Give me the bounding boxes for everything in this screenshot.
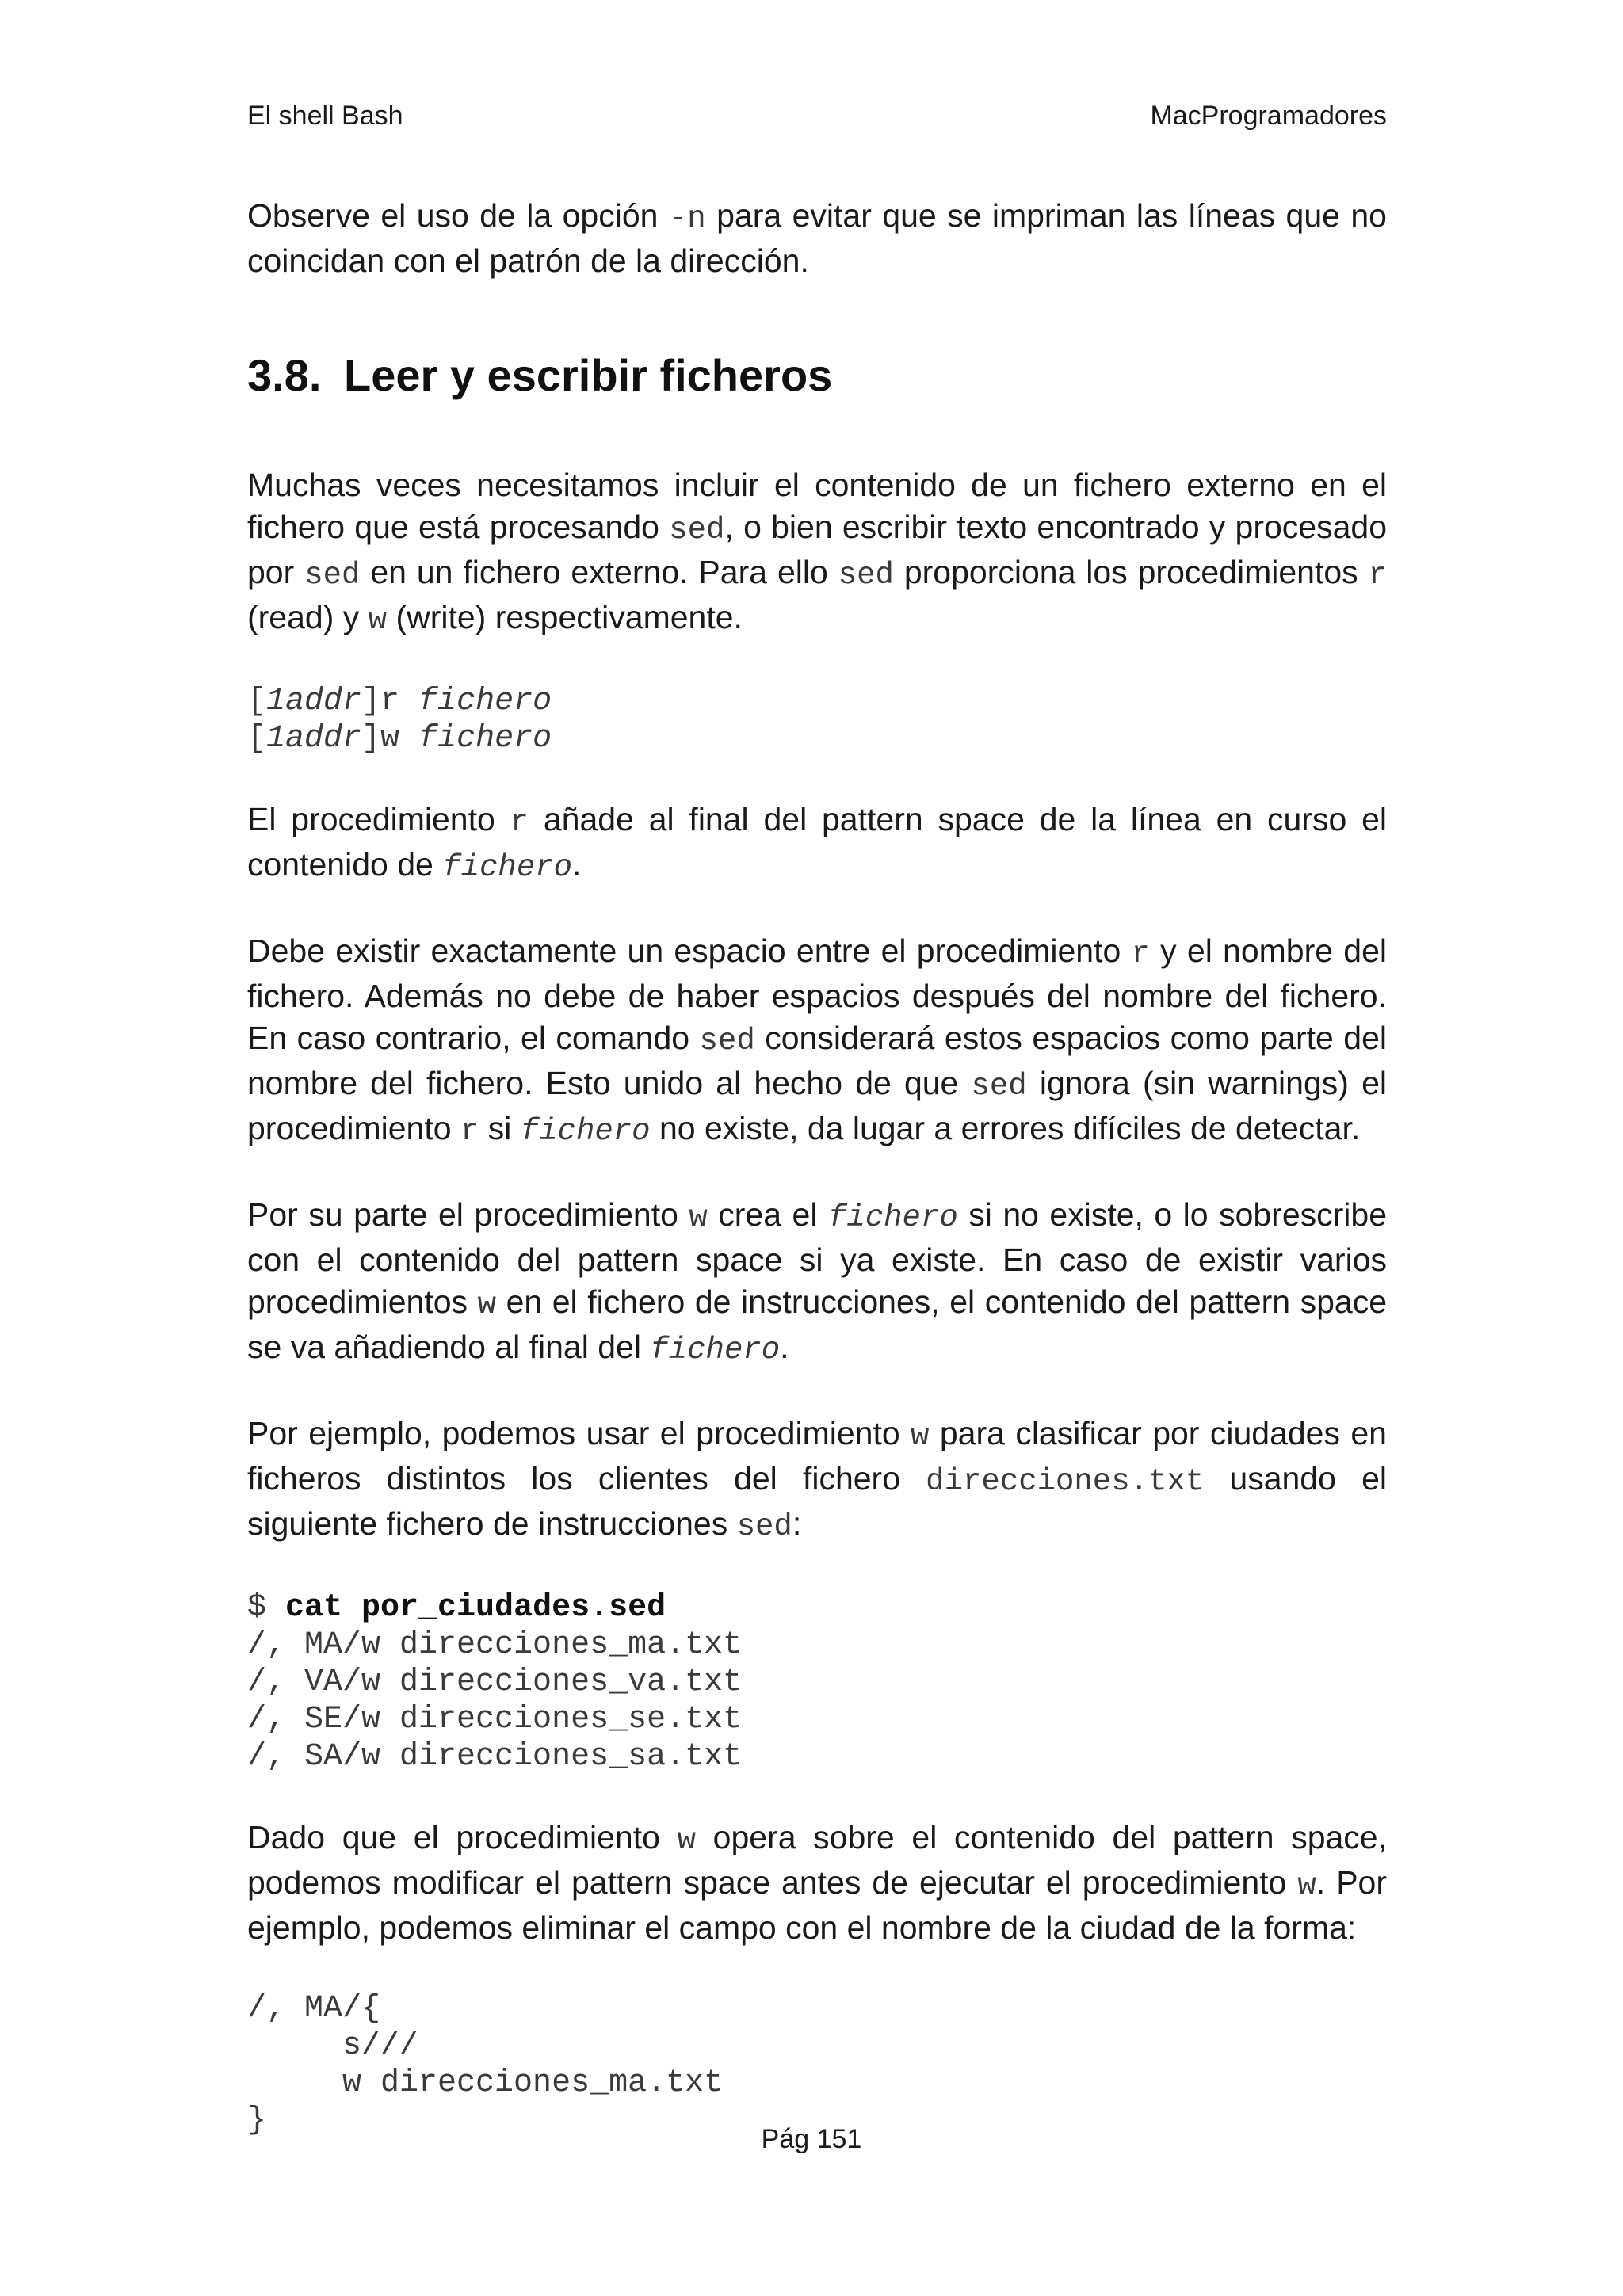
text: Por su parte el procedimiento	[247, 1196, 689, 1233]
inline-code: w	[477, 1287, 497, 1322]
page-header	[247, 100, 1387, 132]
code-line-command	[247, 1589, 1387, 1627]
inline-code: fichero	[827, 1200, 958, 1235]
section-title: Leer y escribir ficheros	[344, 350, 833, 400]
shell-prompt: $	[247, 1590, 286, 1626]
paragraph-r-procedure	[247, 799, 1387, 889]
text: para evitar que se impriman las líneas que no coincidan con el patrón de la dirección.	[247, 197, 1387, 279]
code-text: fichero	[418, 721, 552, 757]
text: usando el siguiente fichero de instrucciones	[247, 1460, 1387, 1542]
code-line: s///	[247, 2028, 419, 2064]
text: (write) respectivamente.	[387, 599, 743, 635]
text: proporciona los procedimientos	[893, 554, 1369, 590]
code-block-ma	[247, 1990, 1387, 2139]
text: añade al final del pattern space de la línea en curso el contenido de	[247, 801, 1387, 883]
text: para clasificar por ciudades en ficheros distintos los clientes del fichero	[247, 1415, 1387, 1497]
paragraph-option-n	[247, 195, 1387, 282]
text: si	[479, 1110, 521, 1146]
inline-code: w	[1297, 1868, 1316, 1903]
text: si no existe, o lo sobrescribe con el contenido del pattern space si ya existe. En caso de existir varios procedimientos	[247, 1196, 1387, 1320]
page-content	[247, 195, 1387, 2180]
inline-code: r	[1131, 936, 1150, 971]
inline-code: sed	[304, 558, 361, 593]
inline-code: fichero	[520, 1114, 651, 1149]
inline-code: w	[689, 1200, 708, 1235]
code-text: fichero	[418, 684, 552, 719]
paragraph-example-intro	[247, 1413, 1387, 1548]
inline-code: sed	[838, 558, 894, 593]
inline-code: w	[911, 1419, 930, 1454]
paragraph-space-warning	[247, 930, 1387, 1153]
inline-code: fichero	[650, 1333, 781, 1367]
text: Observe el uso de la opción	[247, 197, 669, 234]
code-line: /, SA/w direcciones_sa.txt	[247, 1739, 743, 1775]
code-text: 1addr	[266, 721, 362, 757]
text: (read) y	[247, 599, 369, 635]
text: no existe, da lugar a errores difíciles de detectar.	[650, 1110, 1361, 1146]
text: y el nombre del fichero. Además no debe de haber espacios después del nombre del fichero. En caso contrario, el comando	[247, 933, 1387, 1056]
page-footer	[0, 2123, 1623, 2155]
text: opera sobre el contenido del pattern space, podemos modificar el pattern space antes de ejecutar el procedimiento	[247, 1819, 1387, 1901]
inline-code: r	[510, 805, 529, 840]
paragraph-modify-pattern	[247, 1817, 1387, 1949]
text: El procedimiento	[247, 801, 510, 837]
text: ignora (sin warnings) el procedimiento	[247, 1065, 1387, 1146]
syntax-line-r	[247, 683, 1387, 720]
code-line: /, SE/w direcciones_se.txt	[247, 1702, 743, 1737]
page-number: Pág 151	[761, 2124, 862, 2154]
syntax-line-w	[247, 720, 1387, 757]
text: Muchas veces necesitamos incluir el contenido de un fichero externo en el fichero que está procesando	[247, 467, 1387, 545]
code-text: [	[247, 721, 267, 757]
code-text: ]w	[361, 721, 419, 757]
inline-code: sed	[971, 1069, 1027, 1104]
inline-code: sed	[699, 1024, 755, 1058]
header-left-title: El shell Bash	[247, 101, 403, 131]
syntax-block	[247, 683, 1387, 757]
text: :	[792, 1505, 802, 1542]
text: considerará estos espacios como parte del nombre del fichero. Esto unido al hecho de que	[247, 1020, 1387, 1101]
text: Debe existir exactamente un espacio entre el procedimiento	[247, 933, 1132, 969]
paragraph-intro	[247, 464, 1387, 642]
inline-code: r	[460, 1114, 479, 1149]
inline-code: w	[677, 1823, 696, 1858]
inline-code: sed	[669, 513, 725, 547]
text: .	[780, 1329, 789, 1365]
header-right-title: MacProgramadores	[1150, 101, 1387, 131]
section-heading	[247, 350, 1387, 401]
inline-code: r	[1368, 558, 1387, 593]
text: en el fichero de instrucciones, el contenido del pattern space se va añadiendo al final del	[247, 1283, 1387, 1365]
code-block-por-ciudades	[247, 1589, 1387, 1775]
text: Dado que el procedimiento	[247, 1819, 678, 1855]
text: crea el	[707, 1196, 828, 1233]
code-line: }	[247, 2103, 267, 2138]
text: en un fichero externo. Para ello	[360, 554, 838, 590]
text: , o bien escribir texto encontrado y procesado por	[247, 509, 1388, 590]
paragraph-w-procedure	[247, 1194, 1387, 1371]
text: .	[572, 846, 582, 883]
code-text: [	[247, 684, 267, 719]
inline-code: fichero	[442, 850, 573, 885]
shell-command: cat por_ciudades.sed	[285, 1590, 666, 1626]
inline-code: -n	[668, 201, 706, 236]
inline-code: w	[368, 603, 388, 638]
text: Por ejemplo, podemos usar el procedimiento	[247, 1415, 911, 1451]
text: . Por ejemplo, podemos eliminar el campo con el nombre de la ciudad de la forma:	[247, 1864, 1387, 1946]
code-text: 1addr	[266, 684, 362, 719]
code-line: /, VA/w direcciones_va.txt	[247, 1665, 743, 1700]
inline-code: direcciones.txt	[926, 1464, 1205, 1499]
code-line: /, MA/{	[247, 1991, 381, 2027]
code-line: w direcciones_ma.txt	[247, 2065, 724, 2101]
code-line: /, MA/w direcciones_ma.txt	[247, 1627, 743, 1663]
code-text: ]r	[361, 684, 419, 719]
inline-code: sed	[736, 1509, 792, 1544]
section-number: 3.8.	[247, 350, 322, 400]
